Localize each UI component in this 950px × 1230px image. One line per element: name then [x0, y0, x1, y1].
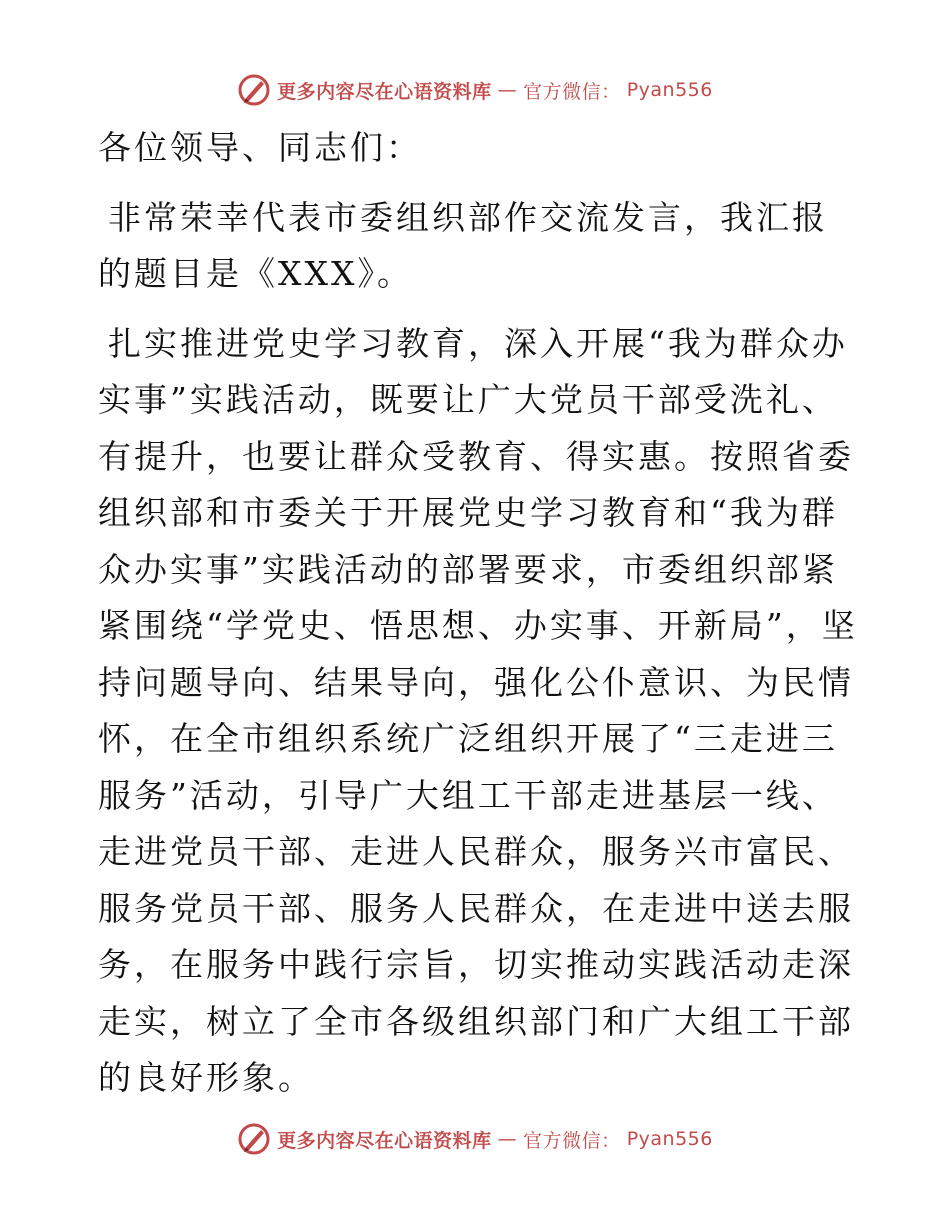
footer-watermark — [0, 1119, 950, 1159]
watermark-main-text: 更多内容尽在心语资料库 — [277, 80, 492, 103]
watermark-dash: — — [497, 1128, 518, 1150]
watermark-wechat-label: 官方微信： — [523, 1129, 621, 1152]
greeting: 各位领导、同志们： — [98, 128, 422, 167]
intro-paragraph: 非常荣幸代表市委组织部作交流发言，我汇报的题目是《XXX》。 — [98, 197, 828, 293]
watermark-main-text: 更多内容尽在心语资料库 — [277, 1129, 492, 1152]
pen-logo-icon — [237, 1122, 271, 1156]
watermark-dash: — — [497, 79, 518, 101]
watermark-wechat-label: 官方微信： — [523, 80, 621, 103]
watermark-wechat-id: Pyan556 — [626, 1128, 713, 1150]
header-watermark — [0, 70, 950, 110]
pen-logo-icon — [237, 73, 271, 107]
body-paragraph: 扎实推进党史学习教育，深入开展“我为群众办实事”实践活动，既要让广大党员干部受洗礼、有提升，也要让群众受教育、得实惠。按照省委组织部和市委关于开展党史学习教育和“我为群众办实事”实践活动的部署要求，市委组织部紧紧围绕“学党史、悟思想、办实事、开新局”，坚持问题导向、结果导向，强化公仆意识、为民情怀，在全市组织系统广泛组织开展了“三走进三服务”活动，引导广大组工干部走进基层一线、走进党员干部、走进人民群众，服务兴市富民、服务党员干部、服务人民群众，在走进中送去服务，在服务中践行宗旨，切实推动实践活动走深走实，树立了全市各级组织部门和广大组工干部的良好形象。 — [98, 323, 858, 1097]
watermark-wechat-id: Pyan556 — [626, 79, 713, 101]
document-body — [98, 120, 858, 1107]
